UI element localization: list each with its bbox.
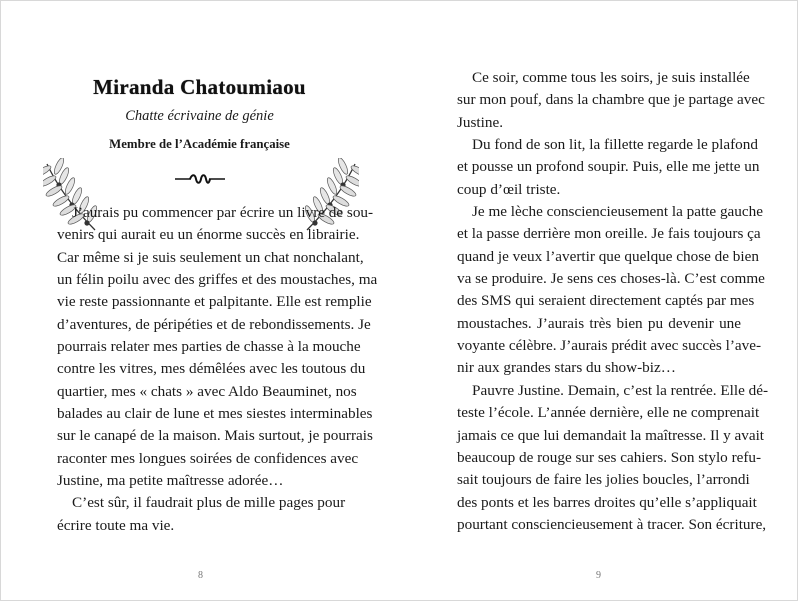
paragraph: [57, 492, 346, 537]
text-line: C’est sûr, il faudrait plus de mille pages pour: [72, 494, 346, 512]
right-page-body: [457, 67, 769, 536]
text-line: coup d’œil triste.: [457, 180, 561, 198]
text-line: pourrais relater mes parties de chasse à la mouche: [57, 338, 361, 356]
text-line: venirs qui aurait eu un énorme succès en librairie.: [57, 226, 360, 244]
text-line: sur le canapé de la maison. Mais surtout, je pourrais: [57, 427, 373, 445]
text-line: écrire toute ma vie.: [57, 516, 175, 534]
left-page-body: [57, 202, 378, 537]
text-line: balades au clair de lune et mes siestes interminables: [57, 405, 373, 423]
author-subtitle: Chatte écrivaine de génie: [125, 108, 274, 124]
paragraph: [57, 202, 378, 492]
text-line: Pauvre Justine. Demain, c’est la rentrée. Elle dé-: [472, 381, 769, 399]
author-title: Miranda Chatoumiaou: [93, 75, 306, 99]
text-line: pourtant consciencieusement à tracer. Son écriture,: [457, 515, 767, 533]
paragraph: [457, 134, 760, 201]
text-line: Du fond de son lit, la fillette regarde le plafond: [472, 136, 758, 154]
text-line: sur mon pouf, dans la chambre que je partage avec: [457, 91, 765, 109]
right-page: [399, 0, 798, 601]
text-line: va se produire. Je sens ces choses-là. C’est comme: [457, 270, 765, 288]
text-line: Justine, ma petite maîtresse adorée…: [57, 472, 284, 490]
text-line: Justine.: [457, 113, 503, 131]
text-line: raconter mes longues soirées de confidences avec: [57, 449, 359, 467]
paragraph: [457, 201, 765, 380]
text-line: J’aurais pu commencer par écrire un livre de sou-: [72, 204, 374, 221]
text-line: d’aventures, de péripéties et de rebondissements. Je: [57, 315, 371, 333]
text-line: quand je veux l’avertir que quelque chose de bien: [457, 247, 759, 265]
text-line: et pousse un profond soupir. Puis, elle me jette un: [457, 158, 760, 176]
ornament-divider-icon: [173, 172, 227, 186]
text-line: contre les vitres, mes démêlées avec les toutous du: [57, 360, 366, 378]
text-line: moustaches. J’aurais très bien pu devenir une: [457, 314, 741, 332]
page-number-right: 9: [596, 570, 601, 581]
text-line: Je me lèche consciencieusement la patte gauche: [472, 203, 763, 221]
text-line: et la passe derrière mon oreille. Je fais toujours ça: [457, 225, 761, 243]
text-line: nir aux grandes stars du show-biz…: [457, 359, 676, 377]
text-line: beaucoup de rouge sur ses cahiers. Son stylo refu-: [457, 448, 762, 466]
text-line: vie reste passionnante et palpitante. Elle est remplie: [57, 293, 372, 311]
author-membership: Membre de l’Académie française: [109, 137, 290, 151]
text-line: jamais ce que lui demandait la maîtresse. Il y avait: [457, 426, 765, 444]
paragraph: [457, 67, 765, 134]
text-line: teste l’école. L’année dernière, elle ne comprenait: [457, 404, 760, 422]
paragraph: [457, 380, 769, 536]
text-line: des SMS qui seraient directement captés par mes: [457, 292, 755, 310]
text-line: voyante célèbre. J’aurais prédit avec succès l’ave-: [457, 337, 762, 355]
text-line: Ce soir, comme tous les soirs, je suis installée: [472, 69, 750, 86]
text-line: quartier, mes « chats » avec Aldo Beauminet, nos: [57, 382, 357, 400]
page-number-left: 8: [198, 570, 203, 581]
text-line: des ponts et les barres droites qu’elle s’appliquait: [457, 493, 757, 511]
text-line: Car même si je suis seulement un chat nonchalant,: [57, 248, 364, 266]
text-line: sait toujours de faire les jolies boucles, l’arrondi: [457, 471, 750, 489]
text-line: un félin poilu avec des griffes et des moustaches, ma: [57, 271, 378, 289]
